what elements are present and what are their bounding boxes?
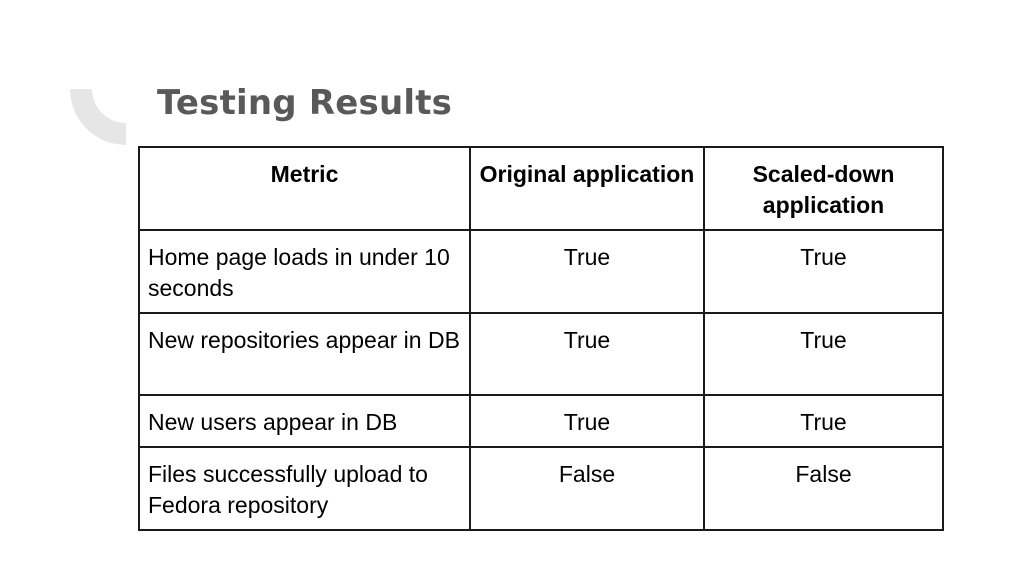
table-row	[139, 395, 943, 447]
table-row	[139, 313, 943, 395]
scaled-down-value-cell: True	[704, 395, 943, 447]
original-value-cell: False	[470, 447, 704, 530]
scaled-down-value-cell: False	[704, 447, 943, 530]
metric-cell: Home page loads in under 10 seconds	[139, 230, 470, 313]
metric-cell: New users appear in DB	[139, 395, 470, 447]
table-row	[139, 230, 943, 313]
metric-cell: Files successfully upload to Fedora repository	[139, 447, 470, 530]
metric-cell: New repositories appear in DB	[139, 313, 470, 395]
decorative-arc-shape	[70, 89, 126, 145]
slide-title: Testing Results	[157, 83, 453, 123]
table-header-row	[139, 147, 943, 230]
results-table	[138, 146, 944, 531]
header-original-application: Original application	[470, 147, 704, 230]
original-value-cell: True	[470, 230, 704, 313]
scaled-down-value-cell: True	[704, 230, 943, 313]
original-value-cell: True	[470, 313, 704, 395]
scaled-down-value-cell: True	[704, 313, 943, 395]
header-metric: Metric	[139, 147, 470, 230]
table-row	[139, 447, 943, 530]
original-value-cell: True	[470, 395, 704, 447]
header-scaled-down-application: Scaled-down application	[704, 147, 943, 230]
